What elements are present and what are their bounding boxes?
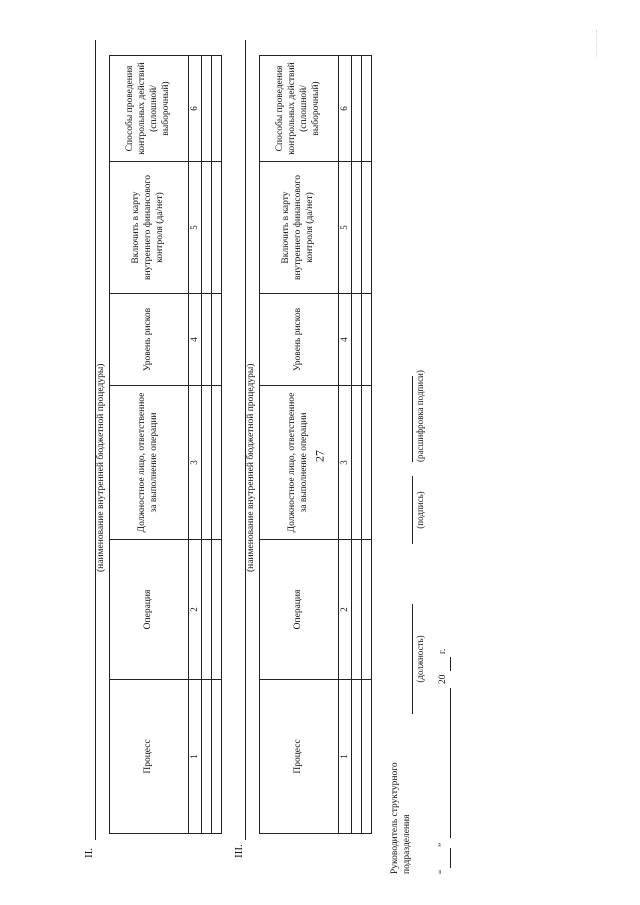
table-cell [362,540,372,680]
column-numbers-row [339,56,352,834]
signature-line [412,476,413,544]
table-cell [202,294,212,386]
year-prefix: 20 [438,674,448,684]
header-include-map: Включить в карту внутреннего финансового контроля (да/нет) [260,162,339,294]
column-number: 4 [339,294,352,386]
header-process: Процесс [260,680,339,834]
header-process: Процесс [110,680,189,834]
procedure-table [109,55,222,834]
table-header-row [110,56,189,834]
header-responsible: Должностное лицо, ответственное за выполнение операции [260,386,339,540]
table-cell [352,680,362,834]
table-cell [362,386,372,540]
table-cell [212,680,222,834]
position-hint: (должность) [415,635,425,683]
table-cell [352,294,362,386]
column-number: 2 [339,540,352,680]
column-number: 5 [339,162,352,294]
table-row [212,56,222,834]
head-title-line2: подразделения [402,814,412,874]
table-cell [202,386,212,540]
header-control-methods: Способы проведения контрольных действий (сплошной/выборочный) [260,56,339,162]
date-quote-open: “ [438,869,448,874]
table-cell [202,680,212,834]
header-control-methods: Способы проведения контрольных действий (сплошной/выборочный) [110,56,189,162]
scan-marks [596,30,605,58]
column-number: 6 [339,56,352,162]
header-risk-level: Уровень рисков [110,294,189,386]
column-number: 4 [189,294,202,386]
header-risk-level: Уровень рисков [260,294,339,386]
head-title-line1: Руководитель структурного [390,762,400,874]
table-cell [362,162,372,294]
table-cell [362,680,372,834]
table-cell [212,162,222,294]
decoding-line [412,376,413,462]
table-cell [212,386,222,540]
procedure-name-caption: (наименование внутренней бюджетной процедуры) [246,363,256,572]
date-quote-close: ” [438,842,448,847]
table-cell [212,294,222,386]
date-day-line [450,848,451,868]
table-cell [352,540,362,680]
decoding-hint: (расшифровка подписи) [415,370,425,462]
section-2 [83,40,221,858]
table-cell [212,56,222,162]
page-number: 27 [312,450,327,462]
table-cell [352,162,362,294]
signature-block [390,370,500,874]
section-number: II. [83,847,95,858]
table-row [202,56,212,834]
table-cell [352,56,362,162]
column-number: 3 [339,386,352,540]
signature-hint: (подпись) [415,491,425,529]
date-month-line [450,688,451,838]
table-cell [362,294,372,386]
table-header-row [260,56,339,834]
table-cell [362,56,372,162]
section-3 [233,40,371,858]
header-include-map: Включить в карту внутреннего финансового контроля (да/нет) [110,162,189,294]
header-operation: Операция [260,540,339,680]
column-number: 6 [189,56,202,162]
header-operation: Операция [110,540,189,680]
table-row [352,56,362,834]
column-number: 1 [339,680,352,834]
procedure-table [259,55,372,834]
table-cell [202,56,212,162]
procedure-name-caption: (наименование внутренней бюджетной процедуры) [96,363,106,572]
column-number: 1 [189,680,202,834]
column-number: 2 [189,540,202,680]
column-numbers-row [189,56,202,834]
table-cell [202,162,212,294]
year-suffix: г. [438,648,448,654]
column-number: 5 [189,162,202,294]
table-cell [352,386,362,540]
header-responsible: Должностное лицо, ответственное за выполнение операции [110,386,189,540]
column-number: 3 [189,386,202,540]
year-line [450,657,451,671]
table-cell [202,540,212,680]
position-line [412,604,413,714]
section-number: III. [233,844,245,858]
table-cell [212,540,222,680]
table-row [362,56,372,834]
